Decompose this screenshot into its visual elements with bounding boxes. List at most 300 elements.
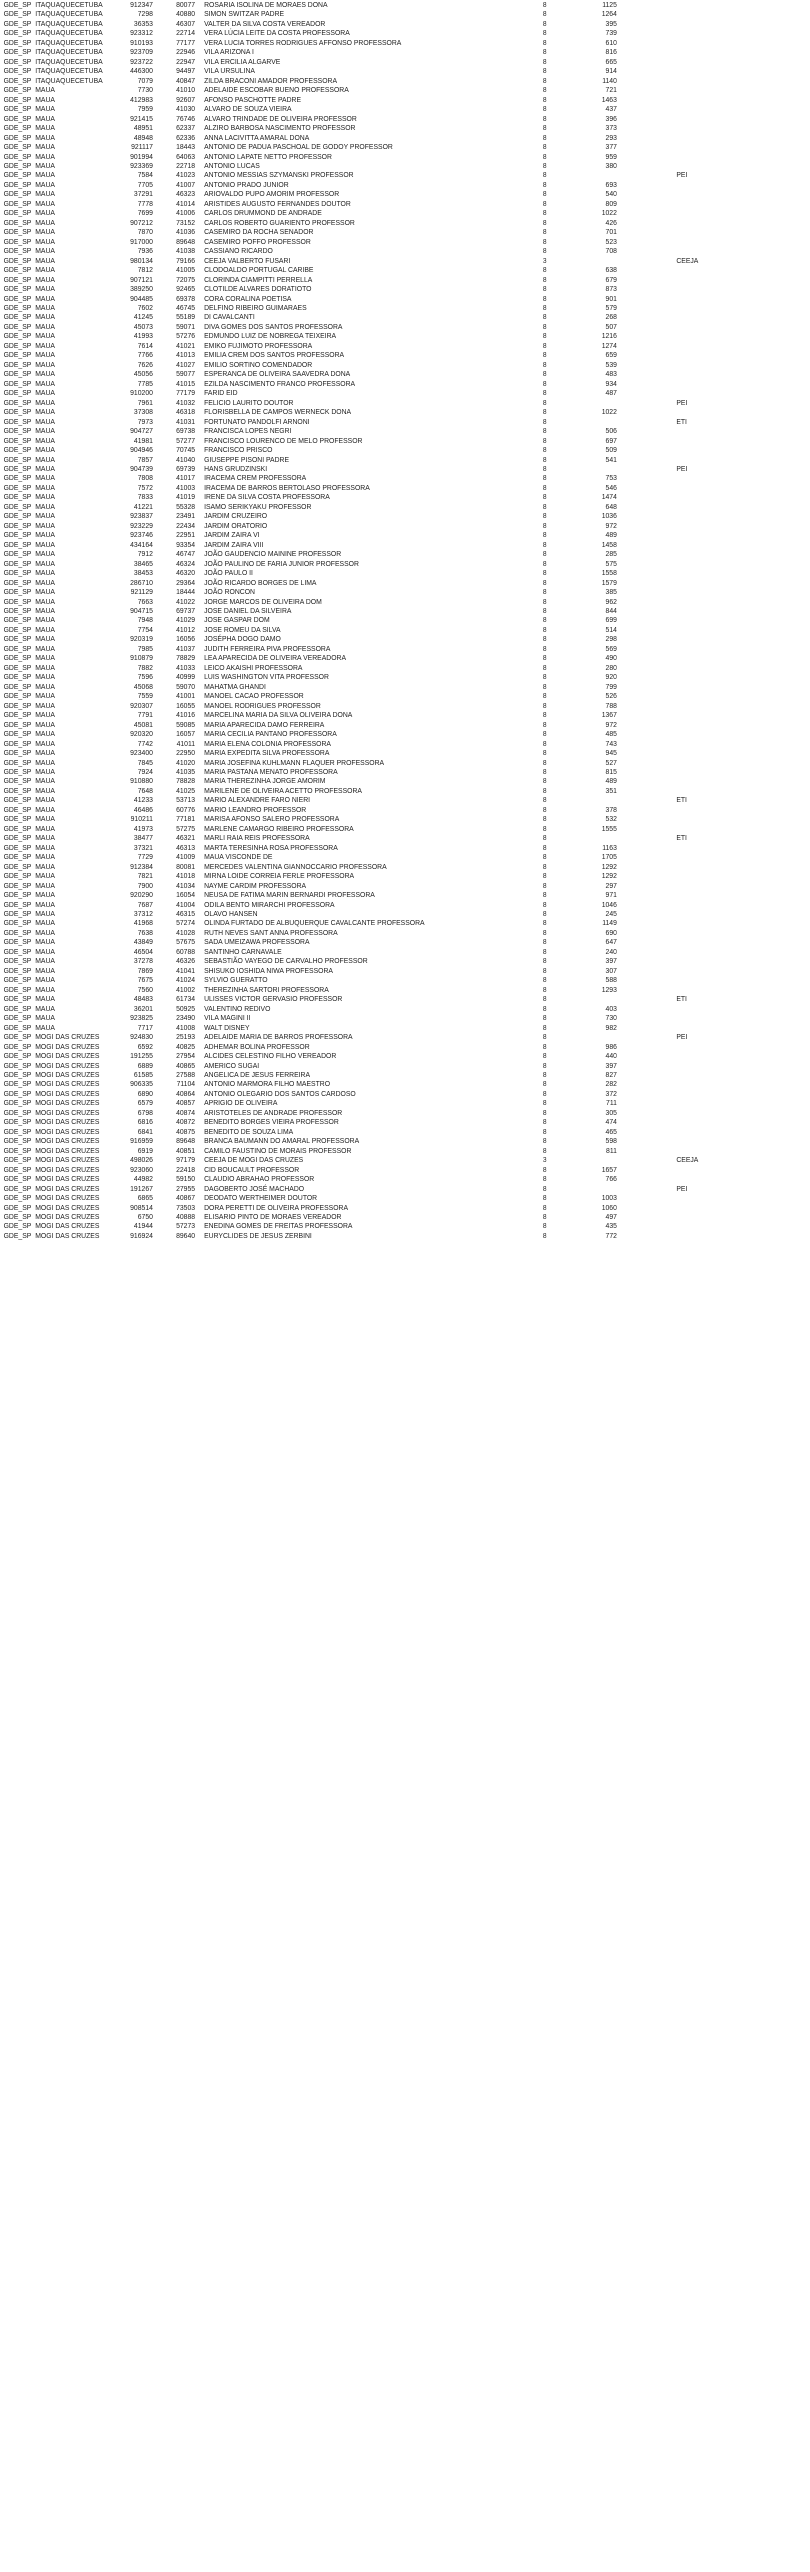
student-count-cell: 373: [605, 123, 617, 133]
unit-code-cell: 16055: [176, 700, 196, 710]
school-name-cell: JOÃO PAULO II: [204, 568, 253, 578]
school-name-cell: ODILA BENTO MIRARCHI PROFESSORA: [204, 899, 335, 909]
student-count-cell: 648: [605, 501, 617, 511]
cie-code-cell: 48948: [133, 132, 153, 142]
table-row: [0, 644, 729, 653]
directorate-cell: GDE_SP: [3, 246, 32, 256]
directorate-cell: GDE_SP: [3, 918, 32, 928]
type-number-cell: 8: [542, 1145, 547, 1155]
type-number-cell: 8: [542, 776, 547, 786]
directorate-cell: GDE_SP: [3, 852, 32, 862]
school-name-cell: VERA LUCIA TORRES RODRIGUES AFFONSO PROFESSORA: [204, 37, 402, 47]
municipality-cell: MAUA: [35, 85, 55, 95]
municipality-cell: MOGI DAS CRUZES: [35, 1164, 100, 1174]
municipality-cell: MAUA: [35, 132, 55, 142]
unit-code-cell: 69738: [176, 426, 196, 436]
table-row: [0, 559, 729, 568]
type-number-cell: 8: [542, 179, 547, 189]
cie-code-cell: 924830: [130, 1032, 153, 1042]
school-name-cell: CASEMIRO DA ROCHA SENADOR: [204, 227, 314, 237]
table-row: [0, 720, 729, 729]
cie-code-cell: 906335: [130, 1079, 153, 1089]
school-name-cell: DAGOBERTO JOSÉ MACHADO: [204, 1183, 305, 1193]
cie-code-cell: 6889: [137, 1060, 153, 1070]
unit-code-cell: 40865: [176, 1060, 196, 1070]
unit-code-cell: 46747: [176, 549, 196, 559]
municipality-cell: ITAQUAQUECETUBA: [35, 0, 103, 9]
student-count-cell: 972: [605, 520, 617, 530]
municipality-cell: MAUA: [35, 624, 55, 634]
municipality-cell: MAUA: [35, 94, 55, 104]
directorate-cell: GDE_SP: [3, 47, 32, 57]
directorate-cell: GDE_SP: [3, 643, 32, 653]
cie-code-cell: 7705: [137, 179, 153, 189]
unit-code-cell: 80081: [176, 861, 196, 871]
cie-code-cell: 43849: [133, 937, 153, 947]
school-name-cell: MARIO LEANDRO PROFESSOR: [204, 804, 307, 814]
school-name-cell: CASSIANO RICARDO: [204, 246, 273, 256]
student-count-cell: 739: [605, 28, 617, 38]
school-name-cell: OLINDA FURTADO DE ALBUQUERQUE CAVALCANTE PROFESSORA: [204, 918, 425, 928]
directorate-cell: GDE_SP: [3, 965, 32, 975]
type-number-cell: 8: [542, 729, 547, 739]
municipality-cell: MAUA: [35, 880, 55, 890]
directorate-cell: GDE_SP: [3, 208, 32, 218]
type-number-cell: 3: [542, 1155, 547, 1165]
school-name-cell: ALVARO TRINDADE DE OLIVEIRA PROFESSOR: [204, 113, 357, 123]
directorate-cell: GDE_SP: [3, 142, 32, 152]
table-row: [0, 189, 729, 198]
directorate-cell: GDE_SP: [3, 359, 32, 369]
student-count-cell: 934: [605, 378, 617, 388]
municipality-cell: MAUA: [35, 956, 55, 966]
table-row: [0, 123, 729, 132]
unit-code-cell: 59071: [176, 321, 196, 331]
cie-code-cell: 7648: [137, 785, 153, 795]
table-row: [0, 1174, 729, 1183]
school-name-cell: JOÃO RICARDO BORGES DE LIMA: [204, 577, 317, 587]
type-number-cell: 8: [542, 596, 547, 606]
type-number-cell: 8: [542, 303, 547, 312]
type-number-cell: 8: [542, 198, 547, 208]
cie-code-cell: 921129: [130, 587, 153, 597]
cie-code-cell: 910880: [130, 776, 153, 786]
cie-code-cell: 7742: [137, 738, 153, 748]
unit-code-cell: 69737: [176, 606, 196, 615]
school-name-cell: CLAUDIO ABRAHAO PROFESSOR: [204, 1174, 315, 1184]
unit-code-cell: 93354: [176, 539, 196, 549]
school-name-cell: VILA ARIZONA I: [204, 47, 254, 57]
type-number-cell: 8: [542, 435, 547, 445]
table-row: [0, 956, 729, 965]
municipality-cell: MAUA: [35, 208, 55, 218]
unit-code-cell: 59070: [176, 681, 196, 691]
unit-code-cell: 69378: [176, 293, 196, 303]
directorate-cell: GDE_SP: [3, 1098, 32, 1108]
municipality-cell: MAUA: [35, 530, 55, 540]
type-number-cell: 8: [542, 994, 547, 1004]
school-name-cell: AMERICO SUGAI: [204, 1060, 260, 1070]
directorate-cell: GDE_SP: [3, 1126, 32, 1136]
table-row: [0, 739, 729, 748]
table-row: [0, 597, 729, 606]
school-name-cell: VALENTINO REDIVO: [204, 1003, 271, 1013]
table-row: [0, 871, 729, 880]
cie-code-cell: 7812: [137, 265, 153, 275]
municipality-cell: MOGI DAS CRUZES: [35, 1183, 100, 1193]
school-name-cell: MARIA PASTANA MENATO PROFESSORA: [204, 766, 338, 776]
unit-code-cell: 16056: [176, 634, 196, 644]
municipality-cell: MAUA: [35, 463, 55, 473]
unit-code-cell: 41038: [176, 246, 196, 256]
directorate-cell: GDE_SP: [3, 1193, 32, 1203]
directorate-cell: GDE_SP: [3, 681, 32, 691]
unit-code-cell: 40999: [176, 672, 196, 682]
program-cell: ETI: [676, 416, 687, 426]
municipality-cell: MAUA: [35, 142, 55, 152]
cie-code-cell: 7924: [137, 766, 153, 776]
student-count-cell: 1060: [601, 1202, 617, 1212]
directorate-cell: GDE_SP: [3, 407, 32, 417]
cie-code-cell: 389250: [130, 284, 153, 294]
unit-code-cell: 41037: [176, 643, 196, 653]
municipality-cell: MAUA: [35, 340, 55, 350]
municipality-cell: MAUA: [35, 151, 55, 161]
cie-code-cell: 6750: [137, 1212, 153, 1221]
unit-code-cell: 41028: [176, 927, 196, 937]
school-name-cell: MIRNA LOIDE CORREIA FERLE PROFESSORA: [204, 871, 355, 881]
table-row: [0, 114, 729, 123]
table-row: [0, 1032, 729, 1041]
student-count-cell: 378: [605, 804, 617, 814]
school-name-cell: ANGELICA DE JESUS FERREIRA: [204, 1069, 311, 1079]
student-count-cell: 1046: [601, 899, 617, 909]
directorate-cell: GDE_SP: [3, 435, 32, 445]
school-name-cell: ENEDINA GOMES DE FREITAS PROFESSORA: [204, 1221, 353, 1231]
municipality-cell: MOGI DAS CRUZES: [35, 1136, 100, 1146]
municipality-cell: MAUA: [35, 842, 55, 852]
directorate-cell: GDE_SP: [3, 113, 32, 123]
school-name-cell: JOÃO RONCON: [204, 587, 255, 597]
unit-code-cell: 41015: [176, 378, 196, 388]
municipality-cell: MOGI DAS CRUZES: [35, 1117, 100, 1127]
cie-code-cell: 904727: [130, 426, 153, 436]
unit-code-cell: 41022: [176, 596, 196, 606]
student-count-cell: 1036: [601, 511, 617, 521]
student-count-cell: 1657: [601, 1164, 617, 1174]
directorate-cell: GDE_SP: [3, 1202, 32, 1212]
table-row: [0, 1023, 729, 1032]
student-count-cell: 307: [605, 965, 617, 975]
type-number-cell: 8: [542, 984, 547, 994]
cie-code-cell: 910200: [130, 388, 153, 398]
unit-code-cell: 71104: [176, 1079, 196, 1089]
unit-code-cell: 92607: [176, 94, 196, 104]
student-count-cell: 1292: [601, 871, 617, 881]
unit-code-cell: 22950: [176, 748, 196, 758]
municipality-cell: MAUA: [35, 435, 55, 445]
directorate-cell: GDE_SP: [3, 284, 32, 294]
unit-code-cell: 41014: [176, 198, 196, 208]
cie-code-cell: 7584: [137, 170, 153, 180]
type-number-cell: 8: [542, 615, 547, 625]
type-number-cell: 8: [542, 842, 547, 852]
type-number-cell: 8: [542, 823, 547, 833]
municipality-cell: MAUA: [35, 748, 55, 758]
table-row: [0, 634, 729, 643]
school-name-cell: CLODOALDO PORTUGAL CARIBE: [204, 265, 314, 275]
table-row: [0, 436, 729, 445]
municipality-cell: MOGI DAS CRUZES: [35, 1041, 100, 1051]
cie-code-cell: 48483: [133, 994, 153, 1004]
program-cell: CEEJA: [676, 255, 699, 265]
student-count-cell: 914: [605, 66, 617, 76]
type-number-cell: 8: [542, 700, 547, 710]
type-number-cell: 8: [542, 501, 547, 511]
type-number-cell: 8: [542, 66, 547, 76]
table-row: [0, 1155, 729, 1164]
cie-code-cell: 7559: [137, 691, 153, 701]
municipality-cell: MAUA: [35, 501, 55, 511]
cie-code-cell: 904739: [130, 463, 153, 473]
unit-code-cell: 77177: [176, 37, 196, 47]
municipality-cell: MAUA: [35, 587, 55, 597]
directorate-cell: GDE_SP: [3, 236, 32, 246]
directorate-cell: GDE_SP: [3, 388, 32, 398]
municipality-cell: MOGI DAS CRUZES: [35, 1107, 100, 1117]
directorate-cell: GDE_SP: [3, 587, 32, 597]
cie-code-cell: 908514: [130, 1202, 153, 1212]
type-number-cell: 8: [542, 274, 547, 284]
type-number-cell: 8: [542, 1032, 547, 1042]
directorate-cell: GDE_SP: [3, 1145, 32, 1155]
cie-code-cell: 7687: [137, 899, 153, 909]
municipality-cell: MAUA: [35, 937, 55, 947]
cie-code-cell: 7785: [137, 378, 153, 388]
student-count-cell: 743: [605, 738, 617, 748]
school-name-cell: ANTONIO OLEGARIO DOS SANTOS CARDOSO: [204, 1088, 356, 1098]
table-row: [0, 1127, 729, 1136]
directorate-cell: GDE_SP: [3, 445, 32, 455]
directorate-cell: GDE_SP: [3, 624, 32, 634]
type-number-cell: 8: [542, 359, 547, 369]
unit-code-cell: 97179: [176, 1155, 196, 1165]
directorate-cell: GDE_SP: [3, 842, 32, 852]
cie-code-cell: 37321: [133, 842, 153, 852]
cie-code-cell: 7833: [137, 492, 153, 502]
cie-code-cell: 923837: [130, 511, 153, 521]
table-row: [0, 909, 729, 918]
student-count-cell: 679: [605, 274, 617, 284]
cie-code-cell: 916924: [130, 1230, 153, 1240]
school-name-cell: CARLOS DRUMMOND DE ANDRADE: [204, 208, 322, 218]
table-row: [0, 947, 729, 956]
student-count-cell: 959: [605, 151, 617, 161]
table-row: [0, 237, 729, 246]
student-count-cell: 1705: [601, 852, 617, 862]
directorate-cell: GDE_SP: [3, 303, 32, 312]
table-row: [0, 341, 729, 350]
student-count-cell: 690: [605, 927, 617, 937]
student-count-cell: 487: [605, 388, 617, 398]
municipality-cell: MAUA: [35, 814, 55, 824]
cie-code-cell: 498026: [130, 1155, 153, 1165]
school-name-cell: MAHATMA GHANDI: [204, 681, 266, 691]
student-count-cell: 540: [605, 189, 617, 199]
cie-code-cell: 7808: [137, 473, 153, 483]
school-name-cell: ANNA LACIVITTA AMARAL DONA: [204, 132, 310, 142]
student-count-cell: 546: [605, 482, 617, 492]
student-count-cell: 285: [605, 549, 617, 559]
directorate-cell: GDE_SP: [3, 1136, 32, 1146]
school-name-cell: VALTER DA SILVA COSTA VEREADOR: [204, 18, 326, 28]
directorate-cell: GDE_SP: [3, 757, 32, 767]
type-number-cell: 8: [542, 643, 547, 653]
student-count-cell: 465: [605, 1126, 617, 1136]
student-count-cell: 474: [605, 1117, 617, 1127]
type-number-cell: 8: [542, 189, 547, 199]
municipality-cell: MOGI DAS CRUZES: [35, 1098, 100, 1108]
program-cell: PEI: [676, 1183, 688, 1193]
type-number-cell: 8: [542, 1051, 547, 1061]
school-name-cell: IRACEMA CREM PROFESSORA: [204, 473, 307, 483]
type-number-cell: 8: [542, 331, 547, 341]
directorate-cell: GDE_SP: [3, 577, 32, 587]
municipality-cell: MAUA: [35, 246, 55, 256]
student-count-cell: 509: [605, 445, 617, 455]
unit-code-cell: 22714: [176, 28, 196, 38]
municipality-cell: MOGI DAS CRUZES: [35, 1174, 100, 1184]
municipality-cell: MAUA: [35, 426, 55, 436]
school-name-cell: CEEJA DE MOGI DAS CRUZES: [204, 1155, 304, 1165]
table-row: [0, 1061, 729, 1070]
cie-code-cell: 45073: [133, 321, 153, 331]
table-row: [0, 1004, 729, 1013]
cie-code-cell: 7845: [137, 757, 153, 767]
school-name-cell: VILA URSULINA: [204, 66, 255, 76]
table-row: [0, 805, 729, 814]
student-count-cell: 485: [605, 729, 617, 739]
student-count-cell: 816: [605, 47, 617, 57]
student-count-cell: 523: [605, 236, 617, 246]
unit-code-cell: 73152: [176, 217, 196, 227]
unit-code-cell: 41001: [176, 691, 196, 701]
unit-code-cell: 73503: [176, 1202, 196, 1212]
type-number-cell: 8: [542, 1107, 547, 1117]
type-number-cell: 8: [542, 1117, 547, 1127]
municipality-cell: MAUA: [35, 236, 55, 246]
municipality-cell: MAUA: [35, 975, 55, 985]
municipality-cell: MAUA: [35, 909, 55, 918]
table-row: [0, 445, 729, 454]
school-name-cell: MARIA JOSEFINA KUHLMANN FLAQUER PROFESSORA: [204, 757, 385, 767]
type-number-cell: 8: [542, 369, 547, 379]
student-count-cell: 1216: [601, 331, 617, 341]
cie-code-cell: 901994: [130, 151, 153, 161]
type-number-cell: 8: [542, 624, 547, 634]
table-row: [0, 918, 729, 927]
table-row: [0, 85, 729, 94]
type-number-cell: 8: [542, 748, 547, 758]
directorate-cell: GDE_SP: [3, 956, 32, 966]
school-name-cell: VILA ERCILIA ALGARVE: [204, 56, 281, 66]
table-row: [0, 38, 729, 47]
type-number-cell: 8: [542, 1098, 547, 1108]
student-count-cell: 1163: [602, 842, 617, 852]
directorate-cell: GDE_SP: [3, 776, 32, 786]
type-number-cell: 8: [542, 899, 547, 909]
directorate-cell: GDE_SP: [3, 729, 32, 739]
school-name-cell: VERA LÚCIA LEITE DA COSTA PROFESSORA: [204, 28, 350, 38]
directorate-cell: GDE_SP: [3, 331, 32, 341]
municipality-cell: MAUA: [35, 189, 55, 199]
municipality-cell: MAUA: [35, 899, 55, 909]
table-row: [0, 786, 729, 795]
student-count-cell: 297: [605, 880, 617, 890]
directorate-cell: GDE_SP: [3, 416, 32, 426]
unit-code-cell: 79166: [176, 255, 196, 265]
unit-code-cell: 89640: [176, 1230, 196, 1240]
municipality-cell: MAUA: [35, 710, 55, 720]
municipality-cell: MAUA: [35, 397, 55, 407]
municipality-cell: MAUA: [35, 303, 55, 312]
municipality-cell: MAUA: [35, 861, 55, 871]
cie-code-cell: 7985: [137, 643, 153, 653]
student-count-cell: 395: [605, 18, 617, 28]
student-count-cell: 351: [605, 785, 617, 795]
unit-code-cell: 22434: [176, 520, 196, 530]
type-number-cell: 8: [542, 463, 547, 473]
cie-code-cell: 7572: [137, 482, 153, 492]
type-number-cell: 8: [542, 1230, 547, 1240]
type-number-cell: 8: [542, 378, 547, 388]
municipality-cell: MAUA: [35, 170, 55, 180]
cie-code-cell: 912347: [130, 0, 153, 9]
type-number-cell: 8: [542, 56, 547, 66]
type-number-cell: 8: [542, 927, 547, 937]
municipality-cell: ITAQUAQUECETUBA: [35, 47, 103, 57]
cie-code-cell: 7626: [137, 359, 153, 369]
unit-code-cell: 70745: [176, 445, 196, 455]
directorate-cell: GDE_SP: [3, 1032, 32, 1042]
directorate-cell: GDE_SP: [3, 748, 32, 758]
type-number-cell: 8: [542, 104, 547, 114]
student-count-cell: 497: [605, 1212, 617, 1221]
student-count-cell: 766: [605, 1174, 617, 1184]
municipality-cell: ITAQUAQUECETUBA: [35, 18, 103, 28]
type-number-cell: 8: [542, 558, 547, 568]
unit-code-cell: 57276: [176, 331, 196, 341]
cie-code-cell: 7961: [137, 397, 153, 407]
directorate-cell: GDE_SP: [3, 227, 32, 237]
type-number-cell: 8: [542, 975, 547, 985]
directorate-cell: GDE_SP: [3, 378, 32, 388]
table-row: [0, 502, 729, 511]
school-name-cell: JOSÉPHA DOGO DAMO: [204, 634, 281, 644]
cie-code-cell: 41221: [133, 501, 153, 511]
unit-code-cell: 46324: [176, 558, 196, 568]
unit-code-cell: 40825: [176, 1041, 196, 1051]
school-list: [0, 0, 810, 1240]
school-name-cell: FLORISBELLA DE CAMPOS WERNECK DONA: [204, 407, 352, 417]
student-count-cell: 1274: [601, 340, 617, 350]
municipality-cell: MAUA: [35, 388, 55, 398]
type-number-cell: 8: [542, 492, 547, 502]
table-row: [0, 1098, 729, 1107]
table-row: [0, 161, 729, 170]
cie-code-cell: 37278: [133, 956, 153, 966]
type-number-cell: 8: [542, 766, 547, 776]
